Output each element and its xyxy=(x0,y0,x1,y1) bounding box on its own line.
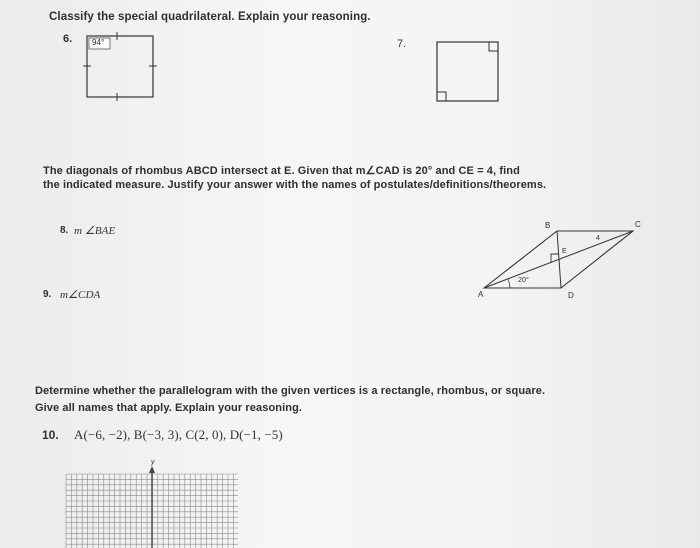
section2-line1: The diagonals of rhombus ABCD intersect at E. Given that m∠CAD is 20° and CE = 4, find xyxy=(43,165,520,177)
q6-angle-label: 94° xyxy=(92,38,105,47)
y-axis-arrow xyxy=(149,466,155,473)
q7-number: 7. xyxy=(397,38,407,50)
vertex-a-label: A xyxy=(478,290,484,299)
section3-line1: Determine whether the parallelogram with the given vertices is a rectangle, rhombus, or square. xyxy=(35,385,546,397)
vertex-d-label: D xyxy=(568,291,574,300)
section3-line2: Give all names that apply. Explain your reasoning. xyxy=(35,402,303,414)
q10-vertices: A(−6, −2), B(−3, 3), C(2, 0), D(−1, −5) xyxy=(74,427,283,442)
segment-ce-length: 4 xyxy=(596,235,600,242)
q8-expression: m ∠BAE xyxy=(74,225,116,237)
q10-number: 10. xyxy=(42,428,59,442)
q8-number: 8. xyxy=(60,225,69,236)
q6-number: 6. xyxy=(63,33,73,45)
vertex-b-label: B xyxy=(545,221,551,230)
q9-number: 9. xyxy=(43,289,52,300)
angle-cad-label: 20° xyxy=(518,277,529,284)
vertex-c-label: C xyxy=(635,220,641,229)
section1-heading: Classify the special quadrilateral. Explain your reasoning. xyxy=(49,11,371,23)
section2-line2: the indicated measure. Justify your answer with the names of postulates/definitions/theorems. xyxy=(43,179,547,191)
q9-expression: m∠CDA xyxy=(60,289,101,301)
point-e-label: E xyxy=(562,248,567,255)
y-axis-label: y xyxy=(151,459,155,466)
